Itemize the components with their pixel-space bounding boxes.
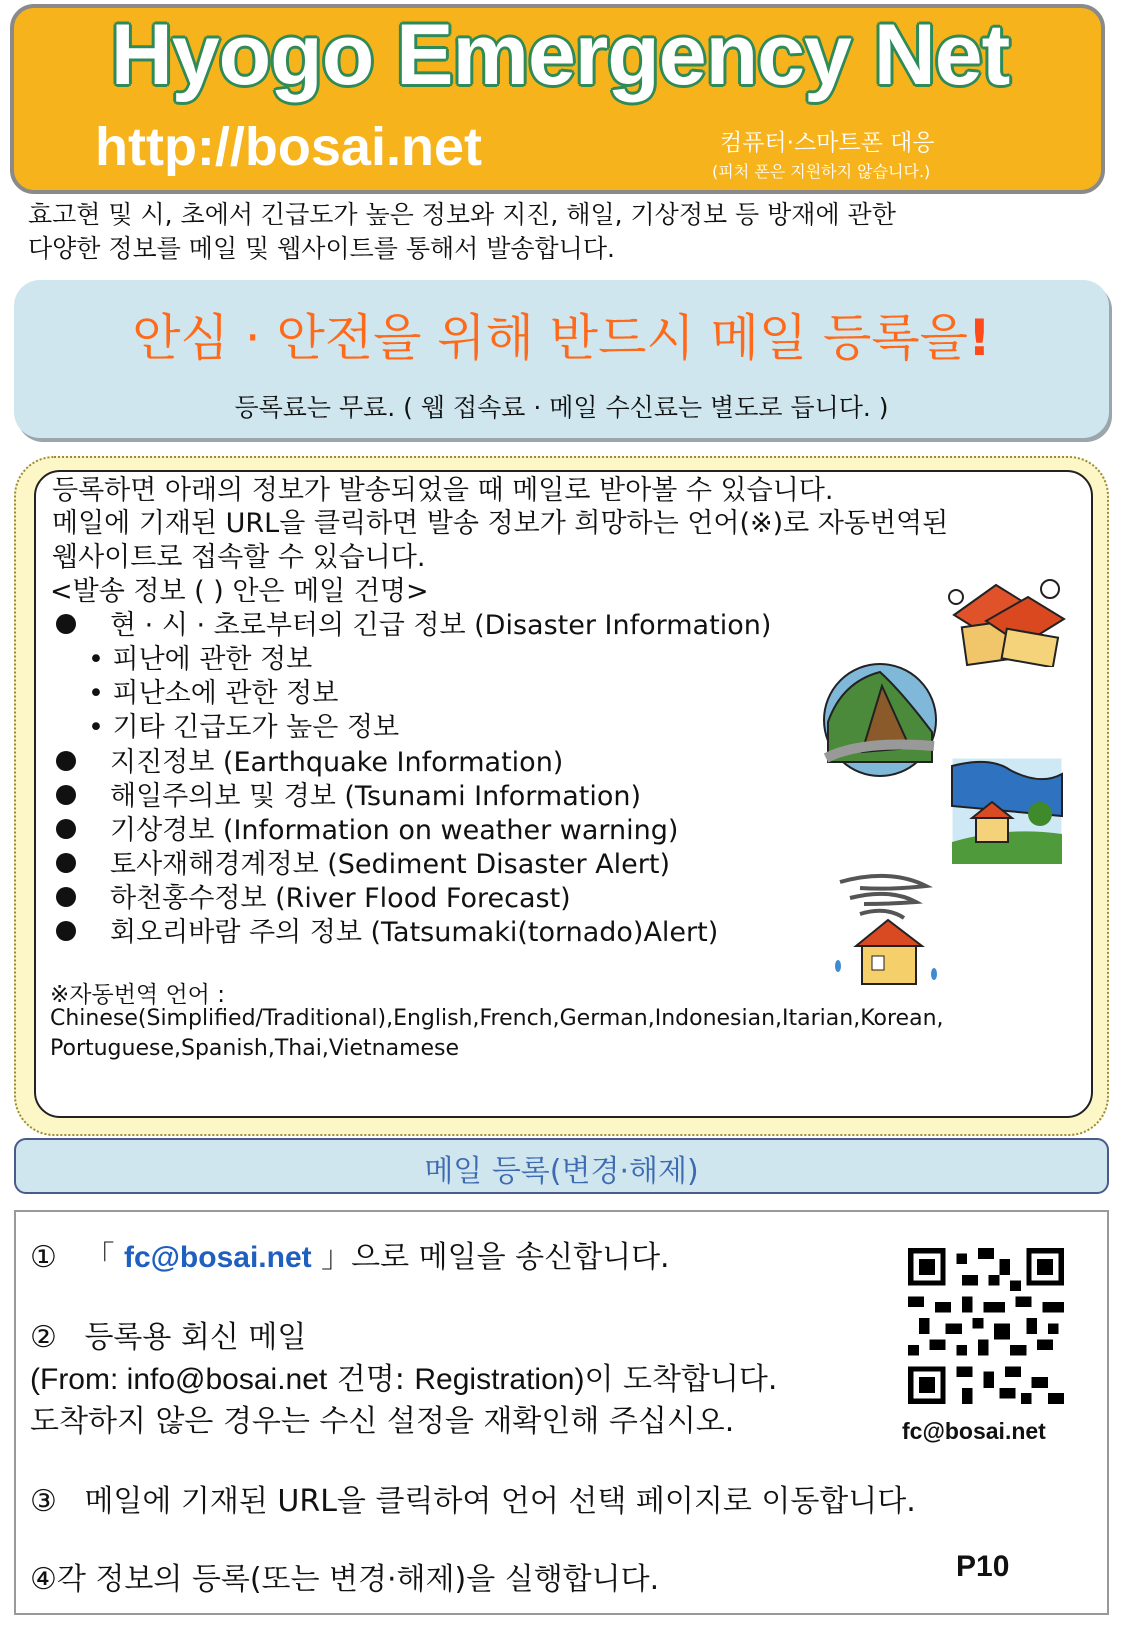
info-item: 기상경보 (Information on weather warning): [110, 815, 679, 846]
step-number: ①: [30, 1240, 57, 1275]
bracket-open: 「: [84, 1240, 115, 1275]
step-2-line: [30, 1354, 777, 1398]
info-line: 메일에 기재된 URL을 클릭하면 발송 정보가 희망하는 언어(※)로 자동번역된: [52, 508, 949, 539]
landslide-icon: [822, 662, 938, 778]
banner-exclaim: !: [967, 309, 991, 367]
info-item: 해일주의보 및 경보 (Tsunami Information): [110, 781, 642, 812]
from-address: (From: info@bosai.net: [30, 1363, 328, 1396]
collapsed-house-icon: [946, 575, 1066, 667]
info-subitem: • 기타 긴급도가 높은 정보: [88, 712, 400, 743]
bullet-icon: [56, 785, 76, 805]
qr-email-label: fc@bosai.net: [902, 1418, 1046, 1444]
bullet-icon: [56, 921, 76, 941]
step-text: 건명:: [327, 1362, 415, 1397]
info-subitem: • 피난에 관한 정보: [88, 644, 313, 675]
step-text: 이 도착합니다.: [584, 1362, 778, 1397]
step-text: 」으로 메일을 송신합니다.: [321, 1240, 670, 1275]
banner-title-text: 안심 · 안전을 위해 반드시 메일 등록을: [132, 309, 968, 367]
registration-email-link[interactable]: fc@bosai.net: [124, 1241, 312, 1274]
info-item: 현 · 시 · 초로부터의 긴급 정보 (Disaster Information): [110, 610, 772, 641]
step-4: ④각 정보의 등록(또는 변경·해제)을 실행합니다.: [30, 1562, 660, 1597]
bullet-icon: [56, 819, 76, 839]
intro-line: 효고현 및 시, 초에서 긴급도가 높은 정보와 지진, 해일, 기상정보 등 방재에 관한: [28, 200, 896, 229]
qr-code-icon[interactable]: [908, 1248, 1064, 1404]
info-item: 토사재해경계정보 (Sediment Disaster Alert): [110, 849, 671, 880]
info-item: 지진정보 (Earthquake Information): [110, 747, 564, 778]
tornado-house-icon: [830, 870, 942, 992]
bullet-icon: [56, 751, 76, 771]
info-line: 웹사이트로 접속할 수 있습니다.: [52, 542, 426, 573]
subject-text: Registration): [414, 1363, 585, 1396]
step-1: [30, 1232, 670, 1276]
intro-line: 다양한 정보를 메일 및 웹사이트를 통해서 발송합니다.: [28, 234, 615, 263]
info-item: 하천홍수정보 (River Flood Forecast): [110, 883, 571, 914]
bullet-icon: [56, 614, 76, 634]
page-number: P10: [956, 1550, 1010, 1583]
bullet-icon: [56, 853, 76, 873]
tsunami-icon: [950, 756, 1064, 866]
page-title: Hyogo Emergency Net: [110, 7, 1010, 103]
step-number: ②: [30, 1320, 57, 1355]
info-item: 회오리바람 주의 정보 (Tatsumaki(tornado)Alert): [110, 917, 719, 948]
lang-list: Portuguese,Spanish,Thai,Vietnamese: [50, 1036, 460, 1061]
step-3: [30, 1476, 916, 1520]
info-heading: <발송 정보 ( ) 안은 메일 건명>: [50, 576, 429, 607]
info-subitem: • 피난소에 관한 정보: [88, 678, 339, 709]
step-2-title: [30, 1312, 306, 1356]
mail-section-title: 메일 등록(변경·해제): [424, 1154, 699, 1189]
intro-text: [28, 198, 1108, 266]
device-support: 컴퓨터·스마트폰 대응: [720, 130, 935, 156]
banner-title: [14, 298, 1109, 370]
banner-subtitle: 등록료는 무료. ( 웹 접속료 · 메일 수신료는 별도로 듭니다. ): [234, 393, 889, 422]
info-line: 등록하면 아래의 정보가 발송되었을 때 메일로 받아볼 수 있습니다.: [52, 475, 834, 506]
step-text: 메일에 기재된 URL을 클릭하여 언어 선택 페이지로 이동합니다.: [84, 1484, 916, 1519]
lang-label: ※자동번역 언어 :: [50, 982, 225, 1008]
site-url[interactable]: http://bosai.net: [95, 117, 482, 177]
device-note: (피처 폰은 지원하지 않습니다.): [712, 162, 931, 181]
lang-list: Chinese(Simplified/Traditional),English,French,German,Indonesian,Itarian,Korean,: [50, 1006, 944, 1031]
step-2-note: 도착하지 않은 경우는 수신 설정을 재확인해 주십시오.: [30, 1404, 735, 1439]
step-text: 등록용 회신 메일: [84, 1320, 307, 1355]
bullet-icon: [56, 887, 76, 907]
step-number: ③: [30, 1484, 57, 1519]
